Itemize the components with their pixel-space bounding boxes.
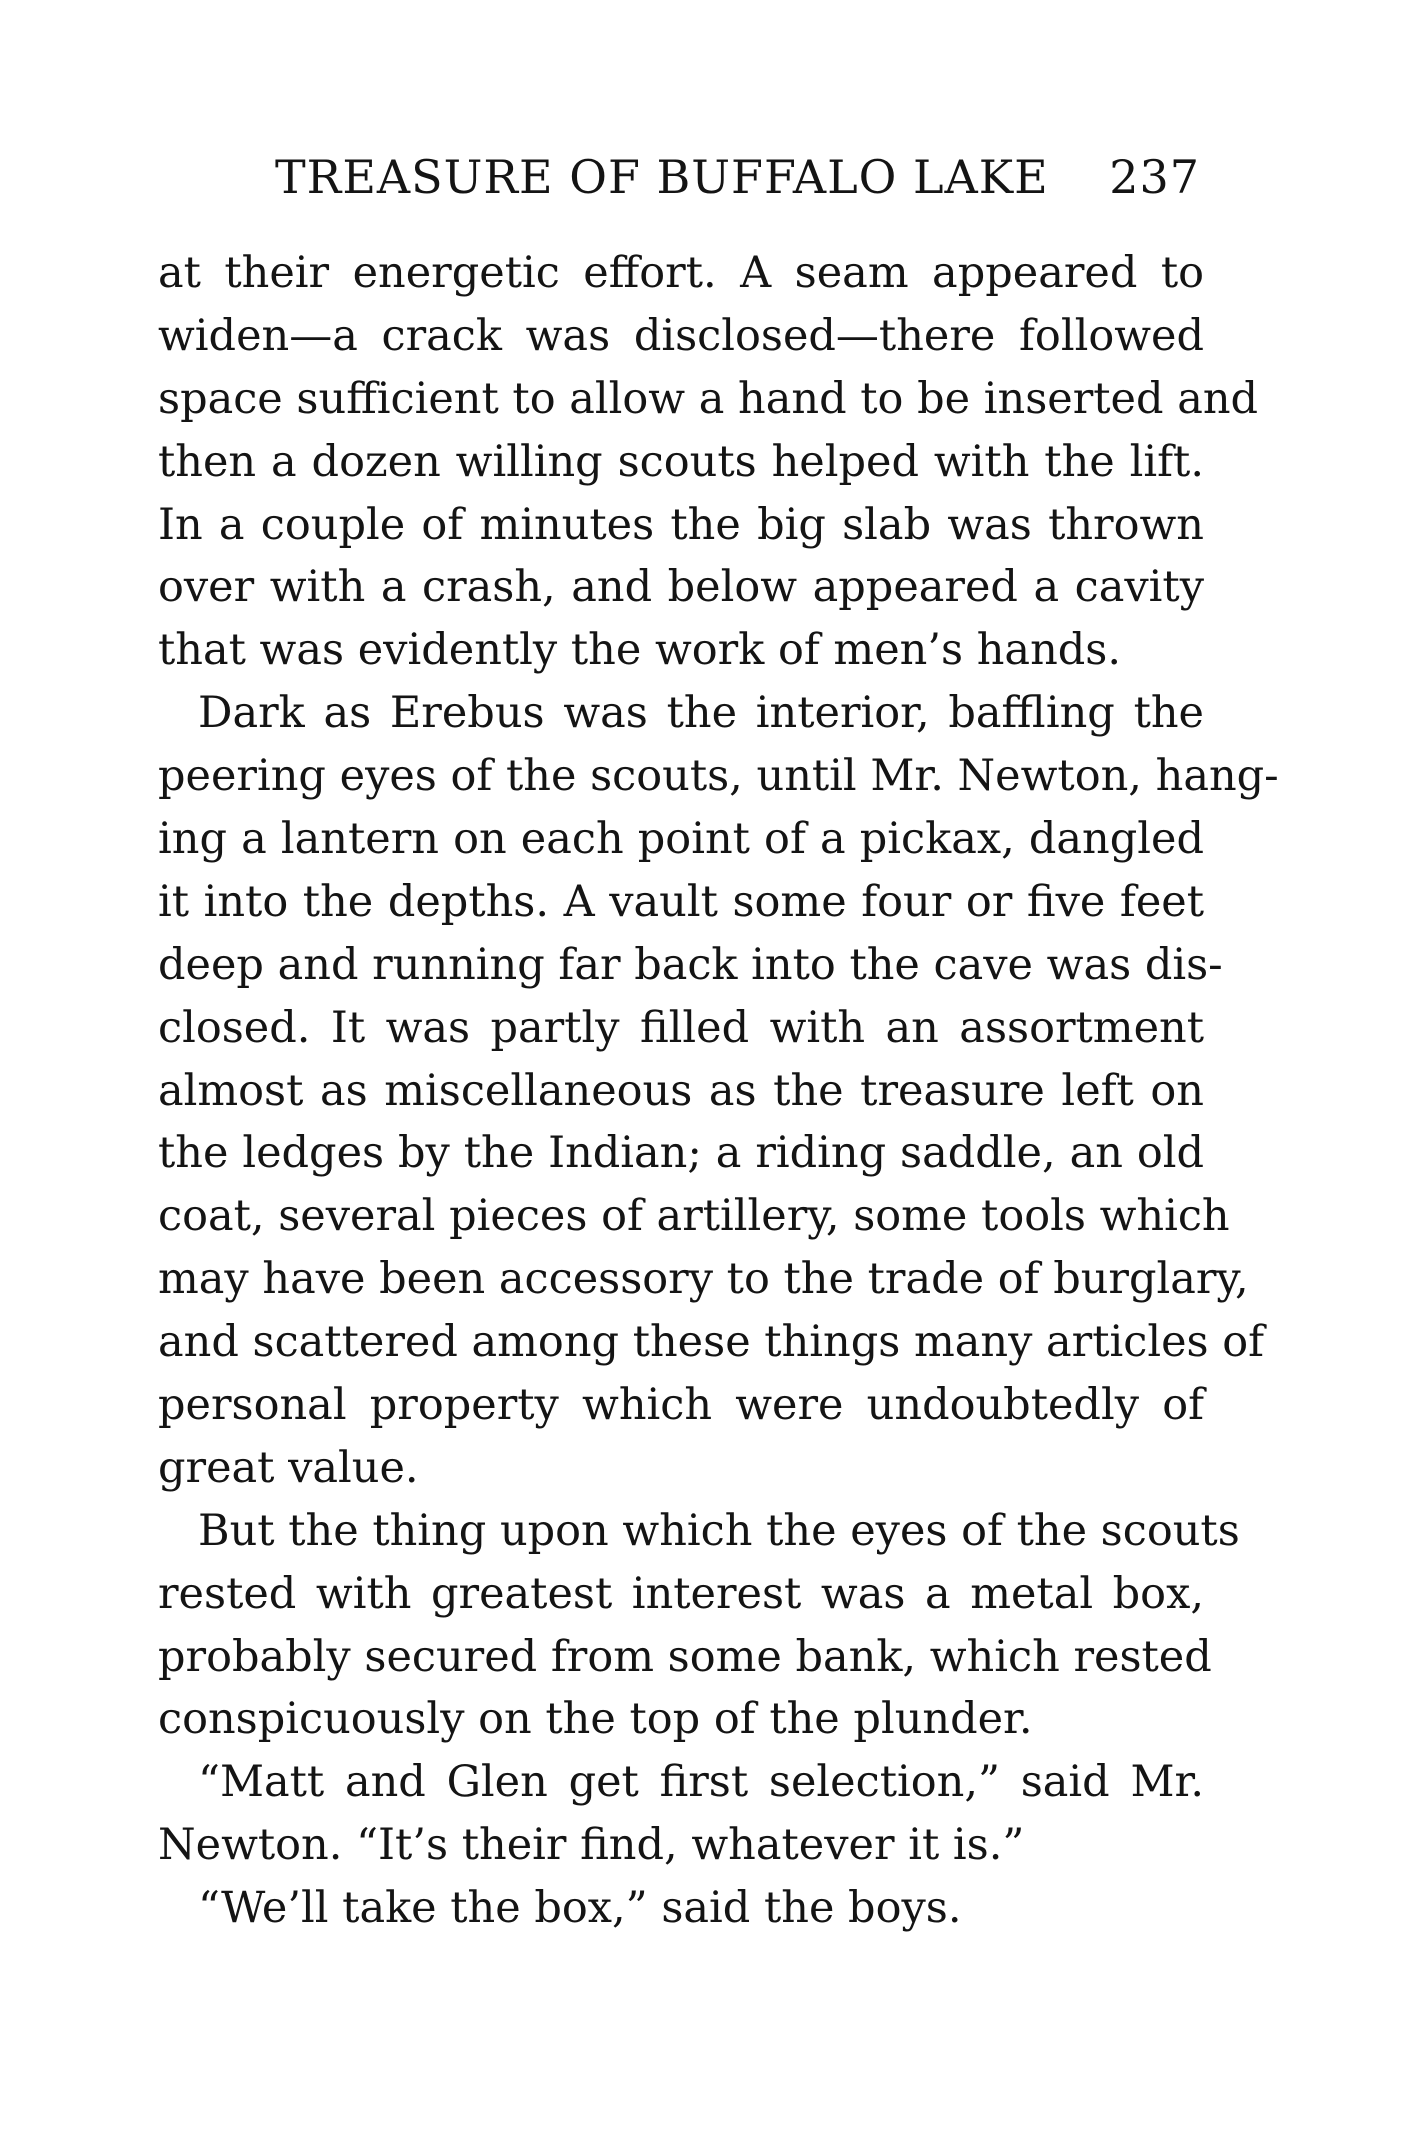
text-line: Dark as Erebus was the interior, baffling the — [198, 688, 1204, 739]
text-line: coat, several pieces of artillery, some tools which — [158, 1191, 1230, 1242]
text-line: that was evidently the work of men’s hands. — [158, 625, 1122, 676]
text-line: In a couple of minutes the big slab was thrown — [158, 499, 1204, 550]
running-head — [275, 150, 1200, 210]
page-number: 237 — [1109, 150, 1200, 204]
text-line: great value. — [158, 1442, 419, 1493]
text-line: widen—a crack was disclosed—there followed — [158, 310, 1204, 361]
text-line: ing a lantern on each point of a pickax, dangled — [158, 814, 1204, 865]
text-line: deep and running far back into the cave was dis- — [158, 939, 1223, 990]
text-line: “We’ll take the box,” said the boys. — [198, 1883, 962, 1934]
text-line: over with a crash, and below appeared a cavity — [158, 562, 1204, 613]
text-line: closed. It was partly filled with an assortment — [158, 1002, 1204, 1053]
text-line: the ledges by the Indian; a riding saddle, an old — [158, 1128, 1204, 1179]
text-line: it into the depths. A vault some four or five feet — [158, 876, 1204, 927]
running-title: TREASURE OF BUFFALO LAKE — [275, 150, 1049, 204]
text-line: space sufficient to allow a hand to be inserted and — [158, 373, 1259, 424]
text-line: “Matt and Glen get first selection,” said Mr. — [198, 1757, 1204, 1808]
body-text — [158, 242, 1279, 1940]
text-line: then a dozen willing scouts helped with the lift. — [158, 436, 1204, 487]
text-line: Newton. “It’s their find, whatever it is.” — [158, 1820, 1025, 1871]
text-line: probably secured from some bank, which rested — [158, 1631, 1212, 1682]
text-line: and scattered among these things many articles of — [158, 1317, 1265, 1368]
text-line: peering eyes of the scouts, until Mr. Newton, hang- — [158, 751, 1279, 802]
text-line: personal property which were undoubtedly of — [158, 1380, 1204, 1431]
text-line: But the thing upon which the eyes of the scouts — [198, 1505, 1240, 1556]
text-line: may have been accessory to the trade of burglary, — [158, 1254, 1249, 1305]
text-line: rested with greatest interest was a metal box, — [158, 1568, 1204, 1619]
text-line: almost as miscellaneous as the treasure left on — [158, 1065, 1204, 1116]
text-line: at their energetic effort. A seam appeared to — [158, 248, 1204, 298]
text-line: conspicuously on the top of the plunder. — [158, 1694, 1033, 1745]
